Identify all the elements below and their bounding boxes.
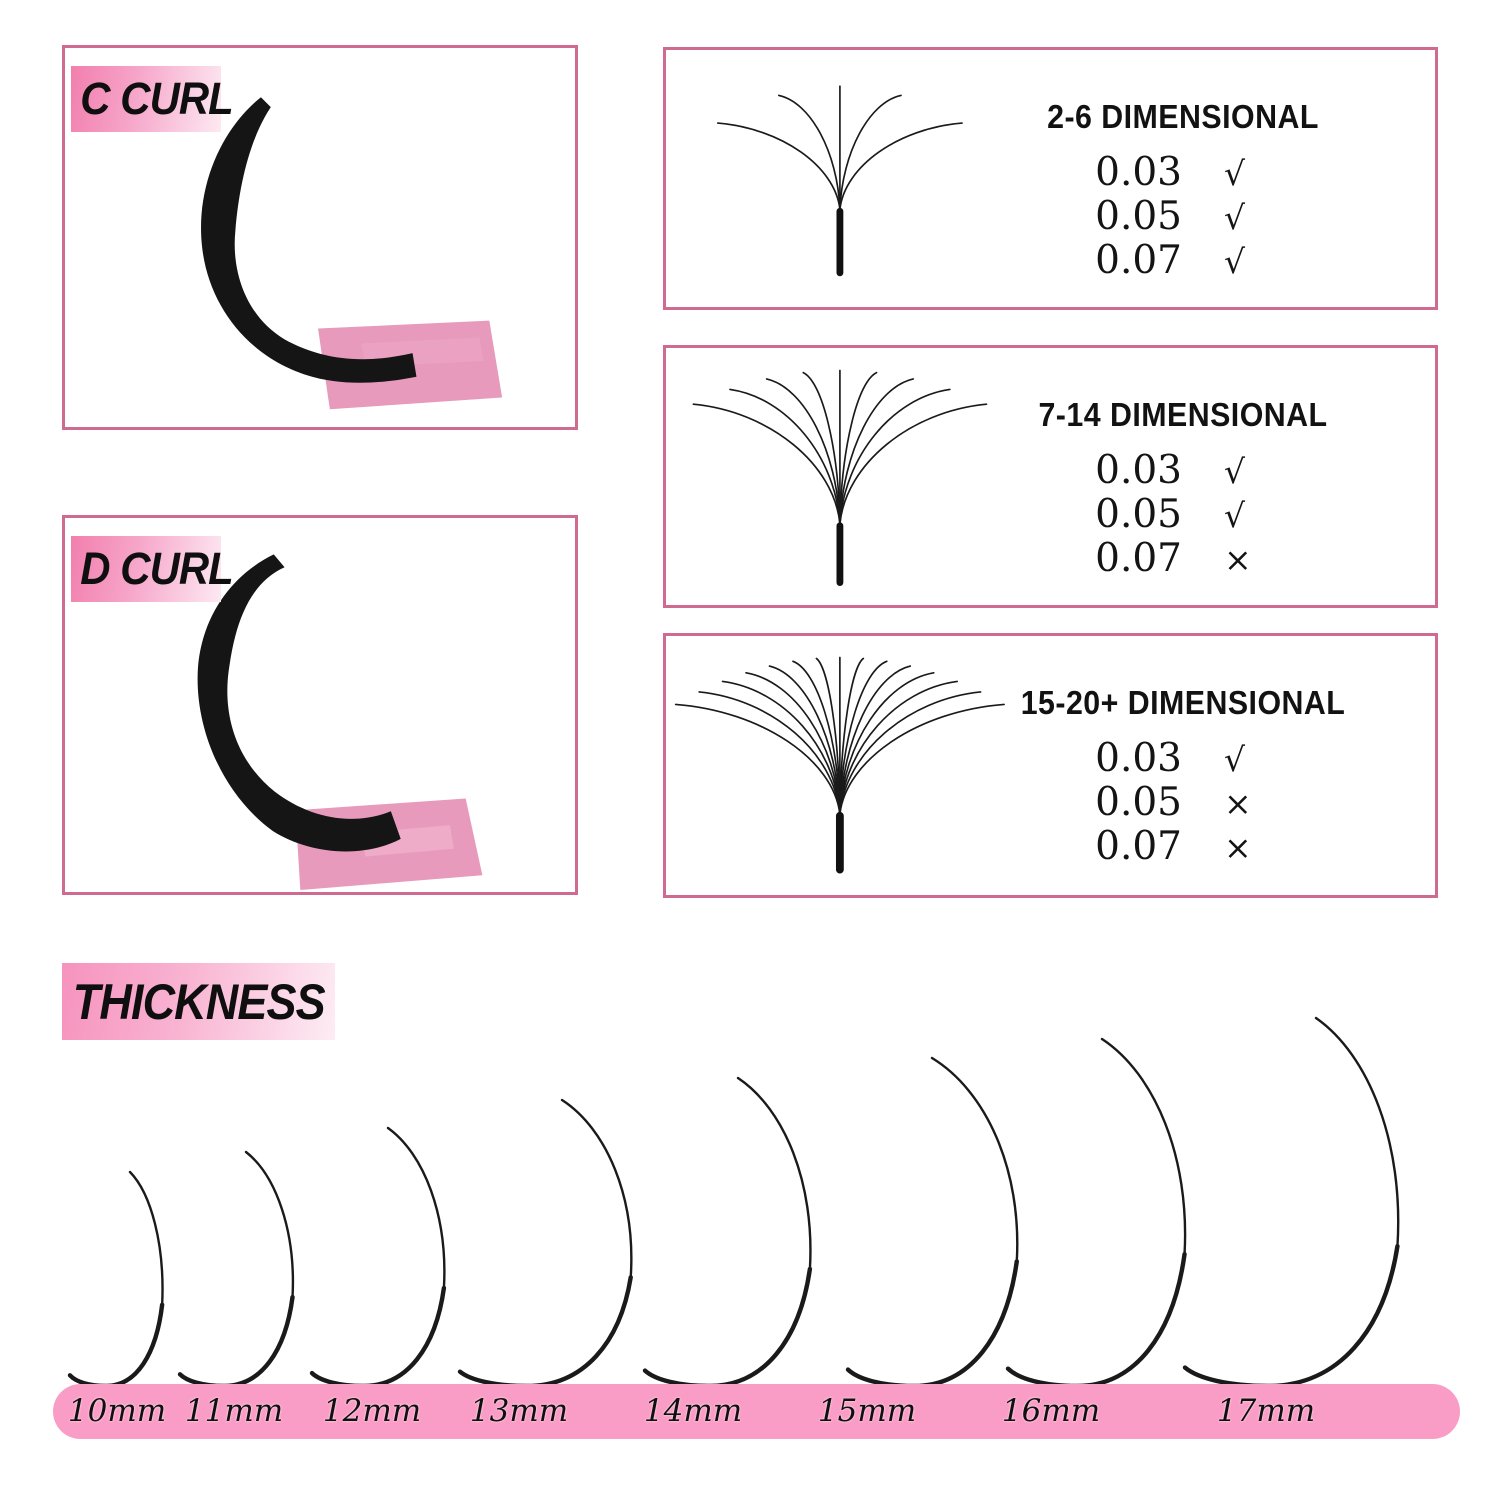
c-curl-card <box>62 45 578 430</box>
thickness-option-row <box>966 824 1400 868</box>
c-curl-label <box>71 66 233 132</box>
c-curl-label-text: C CURL <box>80 73 233 124</box>
length-label-12mm: 12mm <box>322 1393 422 1429</box>
availability-mark: × <box>1224 540 1252 579</box>
dimensional-card-15-20-title: 15-20+ DIMENSIONAL <box>1020 684 1346 721</box>
thickness-option-row <box>966 448 1400 492</box>
length-label-14mm: 14mm <box>643 1393 743 1429</box>
dimensional-card-7-14-rows <box>966 448 1400 580</box>
availability-mark: √ <box>1224 452 1246 491</box>
availability-mark: √ <box>1224 740 1246 779</box>
length-scale-bar <box>53 1384 1460 1439</box>
thickness-value: 0.03 <box>1095 150 1182 195</box>
thickness-option-row <box>966 238 1400 282</box>
dimensional-card-2-6-text <box>966 50 1400 307</box>
thickness-value: 0.03 <box>1095 736 1182 781</box>
thickness-option-row <box>966 492 1400 536</box>
thickness-option-row <box>966 536 1400 580</box>
thickness-value: 0.05 <box>1095 492 1182 537</box>
availability-mark: × <box>1224 784 1252 823</box>
length-label-17mm: 17mm <box>1216 1393 1316 1429</box>
thickness-value: 0.07 <box>1095 536 1182 581</box>
thickness-option-row <box>966 780 1400 824</box>
thickness-value: 0.07 <box>1095 238 1182 283</box>
availability-mark: × <box>1224 828 1252 867</box>
length-label-15mm: 15mm <box>817 1393 917 1429</box>
thickness-section-title: THICKNESS <box>72 973 325 1030</box>
dimensional-card-15-20 <box>663 633 1438 898</box>
length-label-16mm: 16mm <box>1001 1393 1101 1429</box>
availability-mark: √ <box>1224 496 1246 535</box>
thickness-value: 0.05 <box>1095 780 1182 825</box>
dimensional-card-2-6 <box>663 47 1438 310</box>
dimensional-card-7-14 <box>663 345 1438 608</box>
length-label-10mm: 10mm <box>67 1393 167 1429</box>
dimensional-card-7-14-title: 7-14 DIMENSIONAL <box>1038 396 1328 433</box>
d-curl-card <box>62 515 578 895</box>
d-curl-label-text: D CURL <box>80 543 233 594</box>
thickness-lash-curves <box>0 1000 1500 1400</box>
thickness-value: 0.03 <box>1095 448 1182 493</box>
thickness-value: 0.05 <box>1095 194 1182 239</box>
availability-mark: √ <box>1224 242 1246 281</box>
dimensional-card-2-6-title: 2-6 DIMENSIONAL <box>1047 98 1319 135</box>
d-curl-label <box>71 536 233 602</box>
length-label-13mm: 13mm <box>469 1393 569 1429</box>
availability-mark: √ <box>1224 198 1246 237</box>
dimensional-card-2-6-rows <box>966 150 1400 282</box>
thickness-option-row <box>966 150 1400 194</box>
thickness-option-row <box>966 736 1400 780</box>
thickness-option-row <box>966 194 1400 238</box>
dimensional-card-15-20-text <box>966 636 1400 895</box>
length-label-11mm: 11mm <box>184 1393 284 1429</box>
dimensional-card-15-20-rows <box>966 736 1400 868</box>
thickness-value: 0.07 <box>1095 824 1182 869</box>
dimensional-card-7-14-text <box>966 348 1400 605</box>
availability-mark: √ <box>1224 154 1246 193</box>
